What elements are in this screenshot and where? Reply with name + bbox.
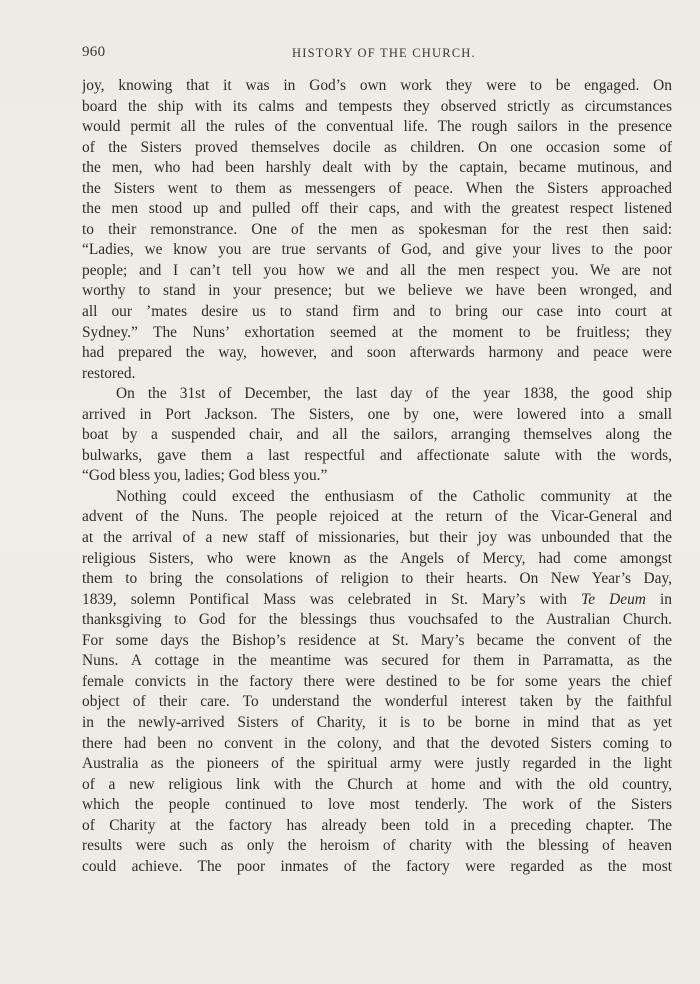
text-line: in the newly-arrived Sisters of Charity, it is to be borne in mind that as yet <box>82 713 672 731</box>
page-number: 960 <box>82 44 106 60</box>
running-head: HISTORY OF THE CHURCH. <box>292 46 476 60</box>
text-line: For some days the Bishop’s residence at St. Mary’s became the convent of the <box>82 631 672 649</box>
text-line: joy, knowing that it was in God’s own work they were to be engaged. On <box>82 77 672 94</box>
text-line: boat by a suspended chair, and all the sailors, arranging themselves along the <box>82 426 672 444</box>
text-line: object of their care. To understand the wonderful interest taken by the faithful <box>82 693 672 711</box>
text-line: to their remonstrance. One of the men as spokesman for the rest then said: <box>82 220 672 238</box>
text-line: female convicts in the factory there were destined to be for some years the chief <box>82 672 672 690</box>
text-line: board the ship with its calms and tempests they observed strictly as circumstances <box>82 97 672 115</box>
text-line: the men, who had been harshly dealt with by the captain, became mutinous, and <box>82 159 672 177</box>
text-line: “Ladies, we know you are true servants of God, and give your lives to the poor <box>82 241 672 259</box>
text-line: Nothing could exceed the enthusiasm of the Catholic community at the <box>116 487 672 505</box>
text-line: which the people continued to love most tenderly. The work of the Sisters <box>82 796 672 814</box>
text-line: of the Sisters proved themselves docile as children. On one occasion some of <box>82 138 672 156</box>
text-line: them to bring the consolations of religion to their hearts. On New Year’s Day, <box>82 570 672 588</box>
text-line: Sydney.” The Nuns’ exhortation seemed at the moment to be fruitless; they <box>82 323 672 341</box>
text-line: advent of the Nuns. The people rejoiced at the return of the Vicar-General and <box>82 508 672 526</box>
page-header <box>82 44 672 64</box>
text-line: restored. <box>82 364 136 382</box>
text-line: at the arrival of a new staff of missionaries, but their joy was unbounded that the <box>82 529 672 547</box>
text-line: Australia as the pioneers of the spiritual army were justly regarded in the light <box>82 755 672 773</box>
text-line: had prepared the way, however, and soon afterwards harmony and peace were <box>82 344 672 362</box>
text-line: could achieve. The poor inmates of the factory were regarded as the most <box>82 857 672 875</box>
text-line: the men stood up and pulled off their caps, and with the greatest respect listened <box>82 200 672 218</box>
text-line: the Sisters went to them as messengers of peace. When the Sisters approached <box>82 179 672 197</box>
text-line: of Charity at the factory has already been told in a preceding chapter. The <box>82 816 672 834</box>
text-line: would permit all the rules of the conventual life. The rough sailors in the presence <box>82 118 672 136</box>
text-line: “God bless you, ladies; God bless you.” <box>82 467 328 485</box>
text-line: all our ’mates desire us to stand firm and to bring our case into court at <box>82 303 672 321</box>
body-text <box>82 76 672 877</box>
text-line: 1839, solemn Pontifical Mass was celebrated in St. Mary’s with Te Deum in <box>82 590 672 608</box>
text-line: thanksgiving to God for the blessings thus vouchsafed to the Australian Church. <box>82 611 672 629</box>
text-line: results were such as only the heroism of charity with the blessing of heaven <box>82 837 672 855</box>
text-line: bulwarks, gave them a last respectful and affectionate salute with the words, <box>82 446 672 464</box>
text-line: worthy to stand in your presence; but we believe we have been wronged, and <box>82 282 672 300</box>
text-line: there had been no convent in the colony, and that the devoted Sisters coming to <box>82 734 672 752</box>
text-line: religious Sisters, who were known as the Angels of Mercy, had come amongst <box>82 549 672 567</box>
text-line: arrived in Port Jackson. The Sisters, one by one, were lowered into a small <box>82 405 672 423</box>
text-line: people; and I can’t tell you how we and all the men respect you. We are not <box>82 261 672 279</box>
text-line: of a new religious link with the Church at home and with the old country, <box>82 775 672 793</box>
text-line: Nuns. A cottage in the meantime was secured for them in Parramatta, as the <box>82 652 672 670</box>
text-line: On the 31st of December, the last day of the year 1838, the good ship <box>116 385 672 403</box>
